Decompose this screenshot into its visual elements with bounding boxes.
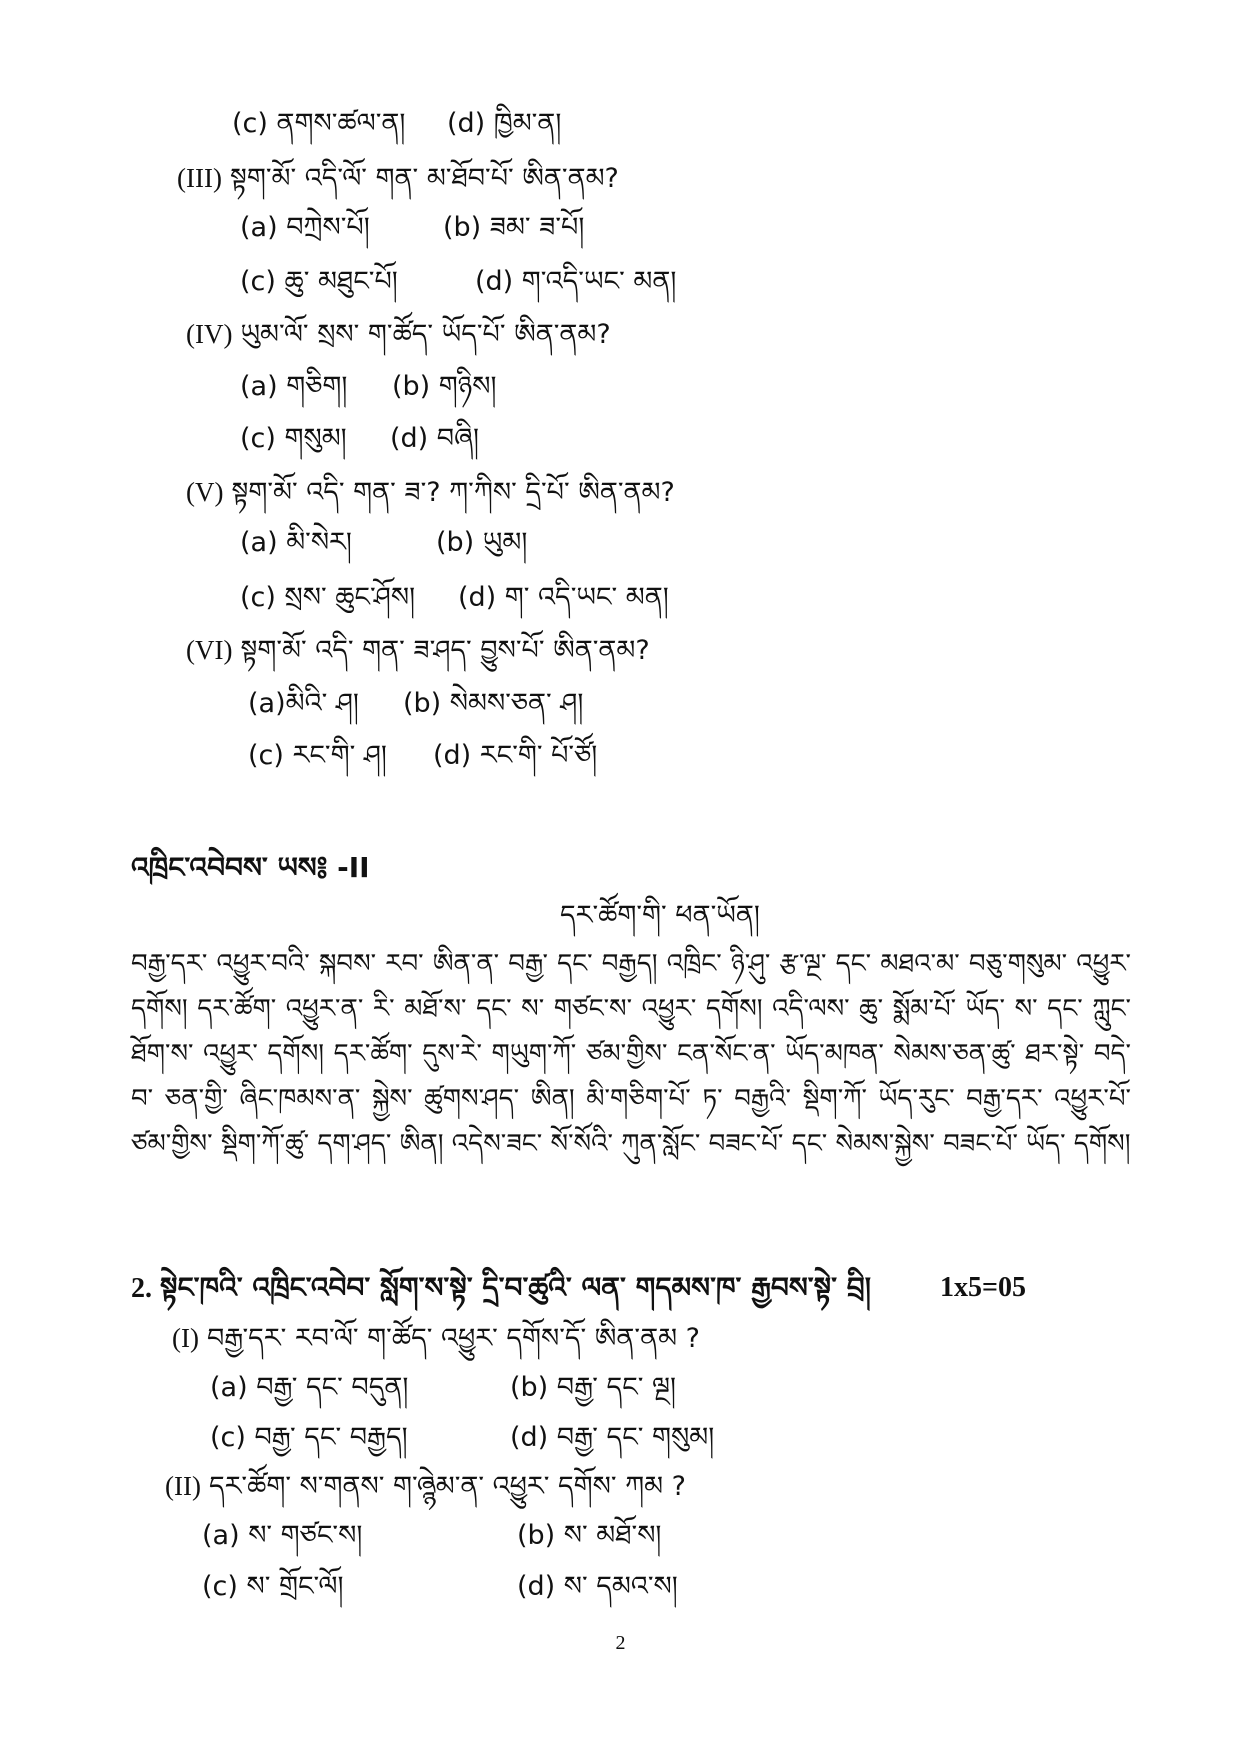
question-label: (III)	[177, 163, 222, 193]
question-label: (I)	[172, 1323, 199, 1353]
option-b: (b) ཡུམ།	[436, 527, 528, 558]
question-text: ཡུམ་ལོ་ སྲས་ ག་ཚོད་ ཡོད་པོ་ ཨིན་ནམ?	[240, 319, 611, 350]
question-text: སྟག་མོ་ འདི་ལོ་ གན་ མ་ཐོབ་པོ་ ཨིན་ནམ?	[229, 163, 619, 194]
option-d: (d) ག་ འདི་ཡང་ མན།	[458, 582, 669, 613]
option-d: (d) ག་འདི་ཡང་ མན།	[475, 266, 677, 297]
question-3	[177, 158, 619, 199]
question-label: (VI)	[186, 635, 233, 665]
option-d: (d) རང་གི་ པོ་ཙོ།	[433, 740, 598, 771]
question-label: (II)	[165, 1471, 201, 1501]
instruction-text: སྟེང་ཁའི་ འཁྲིང་འབེབ་ སློག་ས་སྟེ་ དྲི་བ་ཚུའི་ ལན་ གདམས་ཁ་ རྒྱབས་སྟེ་ བྲི།	[160, 1271, 871, 1304]
option-c: (c) བརྒྱ་ དང་ བརྒྱད།	[210, 1422, 408, 1453]
passage-title: དར་ཚོག་གི་ ཕན་ཡོན།	[560, 900, 760, 931]
question-2-instruction	[131, 1266, 871, 1311]
question-text: བརྒྱ་དར་ རབ་ལོ་ ག་ཚོད་ འཕྱུར་ དགོས་དོ་ ཨིན་ནམ ?	[206, 1323, 700, 1354]
passage-body: བརྒྱ་དར་ འཕྱུར་བའི་ སྐབས་ རབ་ ཨིན་ན་ བརྒྱ་ དང་ བརྒྱད། འཁྲིང་ ཉི་ཤུ་ རྩ་ལྔ་ དང་ མཐའ་མ་ བཅུ་གསུམ་ འཕྱུར་ དགོས། དར་ཚོག་ འཕྱུར་ན་ རི་ མཐོ་ས་ དང་ ས་ གཙང་ས་ འཕྱུར་ དགོས། འདི་ལས་ ཆུ་ སྨོམ་པོ་ ཡོད་ ས་ དང་ ཀླུང་ ཐོག་ས་ འཕྱུར་ དགོས། དར་ཚོག་ དུས་རེ་ གཡུག་ཀོ་ ཙམ་གྱིས་ ངན་སོང་ན་ ཡོད་མཁན་ སེམས་ཅན་ཚུ་ ཐར་སྟེ་ བདེ་བ་ ཅན་གྱི་ ཞིང་ཁམས་ན་ སྐྱེས་ ཚུགས་ཤད་ ཨིན། མི་གཅིག་པོ་ ཏ་ བརྒྱའི་ སྡིག་ཀོ་ ཡོད་རུང་ བརྒྱ་དར་ འཕྱུར་པོ་ ཙམ་གྱིས་ སྡིག་ཀོ་ཚུ་ དག་ཤད་ ཨིན། འདེས་ཟང་ སོ་སོའི་ ཀུན་སློང་ བཟང་པོ་ དང་ སེམས་སྐྱེས་ བཟང་པོ་ ཡོད་ དགོས།	[131, 949, 1131, 1159]
option-d: (d) ས་ དམའ་ས།	[517, 1571, 678, 1602]
section-heading: འཁྲིང་འབེབས་ ཡས༔ -II	[131, 851, 370, 884]
question-4	[186, 314, 611, 355]
option-b: (b) བརྒྱ་ དང་ ལྔ།	[510, 1372, 676, 1403]
question-2-2	[165, 1466, 686, 1507]
option-c: (c) ནགས་ཚལ་ན།	[232, 108, 406, 139]
option-c: (c) ས་ གྲོང་ལོ།	[202, 1571, 344, 1602]
option-d: (d) བཞི།	[390, 423, 479, 454]
question-label: (V)	[186, 477, 224, 507]
question-label: (IV)	[186, 319, 233, 349]
marks-allocation: 1x5=05	[940, 1272, 1026, 1303]
option-b: (b) ས་ མཐོ་ས།	[517, 1520, 662, 1551]
option-a: (a) མི་སེར།	[240, 527, 352, 558]
question-6	[186, 630, 650, 671]
option-d: (d) ཁྱིམ་ན།	[447, 108, 562, 139]
question-2-1	[172, 1318, 700, 1359]
option-b: (b) གཉིས།	[392, 371, 497, 402]
option-a: (a) བཀྲེས་པོ།	[240, 212, 370, 243]
option-c: (c) གསུམ།	[240, 423, 347, 454]
option-a: (a) གཅིག།	[240, 371, 348, 402]
question-5	[186, 472, 675, 513]
page-number: 2	[615, 1632, 626, 1654]
option-c: (c) སྲས་ ཆུང་ཤོས།	[240, 582, 416, 613]
option-c: (c) ཆུ་ མཐུང་པོ།	[240, 266, 398, 297]
question-number: 2.	[131, 1273, 152, 1304]
option-a: (a) བརྒྱ་ དང་ བདུན།	[210, 1372, 409, 1403]
option-b: (b) ཟམ་ ཟ་པོ།	[443, 212, 585, 243]
question-text: སྟག་མོ་ འདི་ གན་ ཟ་ཤད་ བྱུས་པོ་ ཨིན་ནམ?	[240, 635, 650, 666]
option-d: (d) བརྒྱ་ དང་ གསུམ།	[510, 1422, 715, 1453]
option-a: (a)མིའི་ ཤ།	[248, 688, 359, 719]
option-c: (c) རང་གི་ ཤ།	[248, 740, 387, 771]
option-a: (a) ས་ གཙང་ས།	[202, 1520, 363, 1551]
question-text: དར་ཚོག་ ས་གནས་ ག་ཞྙེམ་ན་ འཕྱུར་ དགོས་ ཀམ ?	[208, 1471, 687, 1502]
question-text: སྟག་མོ་ འདི་ གན་ ཟ་? ཀ་ཀིས་ དྲི་པོ་ ཨིན་ནམ?	[231, 477, 675, 508]
option-b: (b) སེམས་ཅན་ ཤ།	[403, 688, 584, 719]
